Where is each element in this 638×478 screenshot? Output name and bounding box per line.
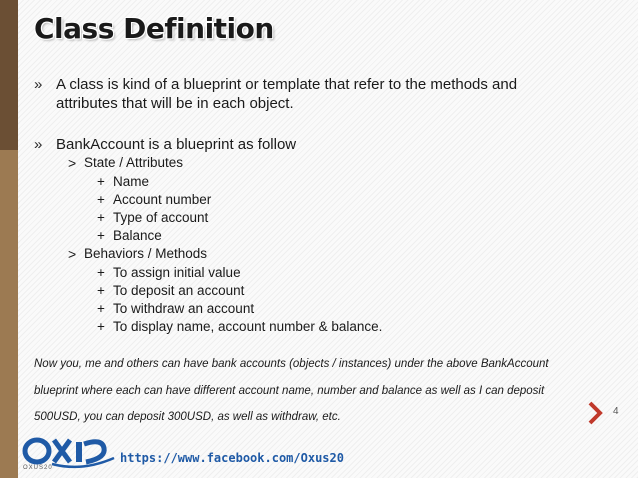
item-marker: +: [97, 301, 105, 316]
sub-bullet-label: Behaviors / Methods: [84, 246, 208, 261]
note-line: 500USD, you can deposit 300USD, as well as withdraw, etc.: [34, 411, 341, 423]
item-marker: +: [97, 228, 105, 243]
bullet-bankaccount: [34, 135, 596, 154]
bullet-class-definition: [34, 75, 616, 113]
sub-bullet-state-attributes: [68, 154, 184, 172]
bullet-line: BankAccount is a blueprint as follow: [56, 136, 297, 153]
item-marker: +: [97, 265, 105, 280]
left-accent-bar-top: [0, 0, 18, 150]
bullet-line: A class is kind of a blueprint or template that refer to the methods and: [56, 76, 518, 93]
method-item-label: To assign initial value: [113, 265, 241, 280]
note-line: blueprint where each can have different account name, number and balance as well as I can deposit: [34, 385, 545, 397]
method-item: [97, 300, 255, 318]
facebook-link[interactable]: https://www.facebook.com/Oxus20: [120, 451, 344, 465]
method-item-label: To display name, account number & balance.: [113, 319, 383, 334]
slide-number: 4: [613, 406, 619, 417]
item-marker: +: [97, 192, 105, 207]
next-chevron-icon[interactable]: [585, 400, 605, 426]
bullet-line: attributes that will be in each object.: [56, 95, 294, 112]
attribute-item-label: Account number: [113, 192, 212, 207]
slide-title: Class Definition: [34, 12, 274, 45]
attribute-item: [97, 191, 212, 209]
method-item-label: To withdraw an account: [113, 301, 255, 316]
attribute-item-label: Balance: [113, 228, 162, 243]
sub-bullet-label: State / Attributes: [84, 155, 184, 170]
method-item: [97, 318, 383, 336]
method-item-label: To deposit an account: [113, 283, 245, 298]
item-marker: +: [97, 174, 105, 189]
bullet-marker: »: [34, 136, 43, 153]
attribute-item-label: Name: [113, 174, 150, 189]
sub-bullet-marker: >: [68, 155, 77, 171]
logo-text: OXUS20: [23, 465, 53, 471]
attribute-item-label: Type of account: [113, 210, 209, 225]
bullet-marker: »: [34, 76, 43, 93]
note-line: Now you, me and others can have bank accounts (objects / instances) under the above BankAccount: [34, 358, 549, 370]
sub-bullet-marker: >: [68, 246, 77, 262]
sub-bullet-behaviors-methods: [68, 245, 208, 263]
method-item: [97, 282, 245, 300]
attribute-item: [97, 173, 150, 191]
attribute-item: [97, 227, 162, 245]
item-marker: +: [97, 319, 105, 334]
method-item: [97, 264, 241, 282]
item-marker: +: [97, 210, 105, 225]
item-marker: +: [97, 283, 105, 298]
attribute-item: [97, 209, 209, 227]
